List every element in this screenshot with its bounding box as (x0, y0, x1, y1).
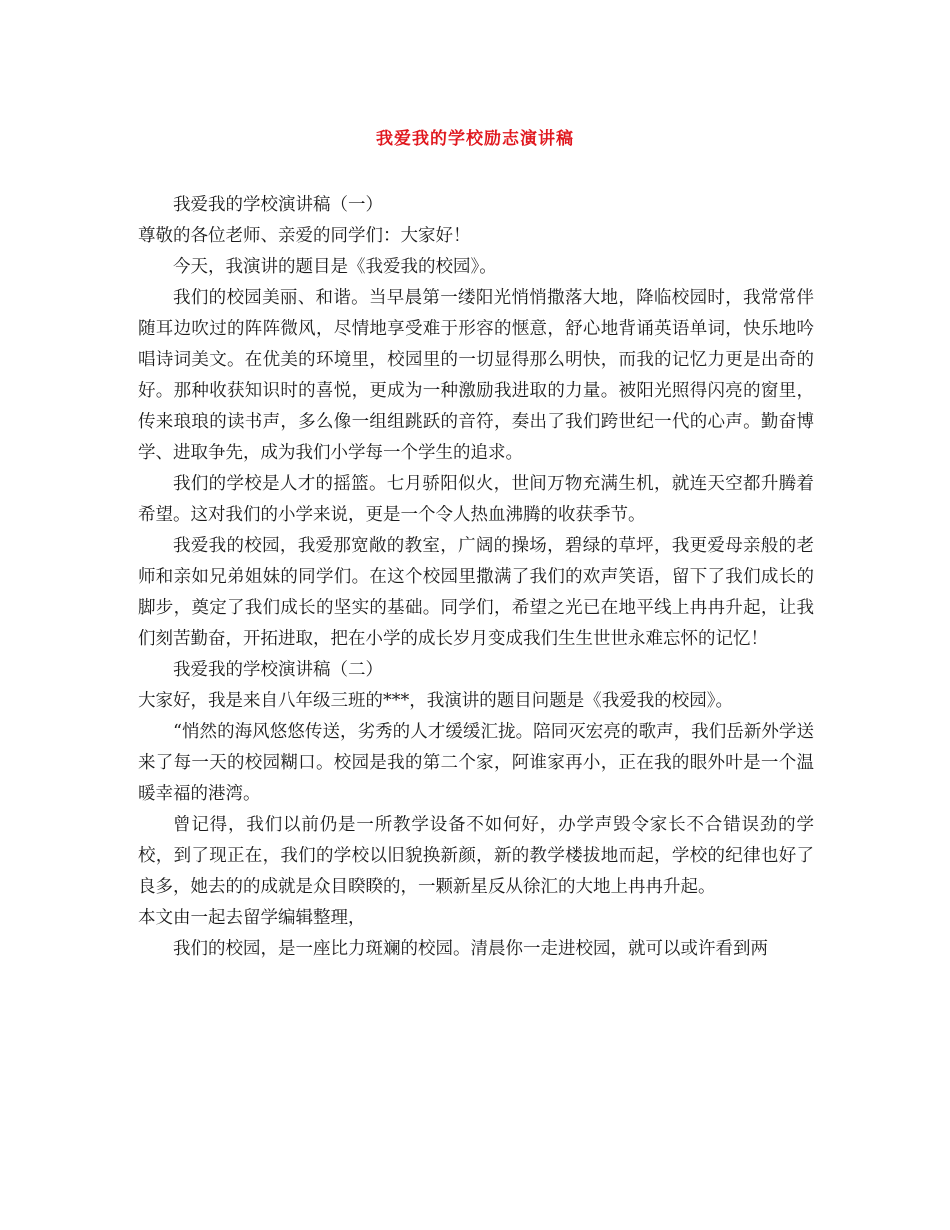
paragraph: 我爱我的学校演讲稿（二） (173, 660, 383, 680)
paragraph: 本文由一起去留学编辑整理， (138, 908, 366, 928)
paragraph: 曾记得，我们以前仍是一所教学设备不如何好，办学声毁令家长不合错误劲的学校，到了现正在，我们的学校以旧貌换新颜，新的教学楼拔地而起，学校的纪律也好了良多，她去的的成就是众目睽睽的，一颗新星反从徐汇的大地上冉冉升起。 (138, 815, 814, 897)
paragraph: 我们的校园美丽、和谐。当早晨第一缕阳光悄悄撒落大地，降临校园时，我常常伴随耳边吹过的阵阵微风，尽情地享受难于形容的惬意，舒心地背诵英语单词，快乐地吟唱诗词美文。在优美的环境里，校园里的一切显得那么明快，而我的记忆力更是出奇的好。那种收获知识时的喜悦，更成为一种激励我进取的力量。被阳光照得闪亮的窗里，传来琅琅的读书声，多么像一组组跳跃的音符，奏出了我们跨世纪一代的心声。勤奋博学、进取争先，成为我们小学每一个学生的追求。 (138, 288, 814, 463)
paragraph: 尊敬的各位老师、亲爱的同学们：大家好！ (138, 226, 471, 246)
paragraph: “悄然的海风悠悠传送，劣秀的人才缓缓汇拢。陪同灭宏亮的歌声，我们岳新外学送来了每一天的校园糊口。校园是我的第二个家，阿谁家再小，正在我的眼外叶是一个温暖幸福的港湾。 (138, 722, 814, 804)
paragraph: 我们的校园，是一座比力斑斓的校园。清晨你一走进校园，就可以或许看到两 (173, 939, 768, 959)
paragraph: 我们的学校是人才的摇篮。七月骄阳似火，世间万物充满生机，就连天空都升腾着希望。这对我们的小学来说，更是一个令人热血沸腾的收获季节。 (138, 474, 814, 525)
paragraph: 今天，我演讲的题目是《我爱我的校园》。 (173, 257, 497, 277)
document-body (138, 190, 814, 965)
paragraph: 我爱我的学校演讲稿（一） (173, 195, 383, 215)
paragraph: 大家好，我是来自八年级三班的***，我演讲的题目问题是《我爱我的校园》。 (138, 691, 733, 711)
paragraph: 我爱我的校园，我爱那宽敞的教室，广阔的操场，碧绿的草坪，我更爱母亲般的老师和亲如兄弟姐妹的同学们。在这个校园里撒满了我们的欢声笑语，留下了我们成长的脚步，奠定了我们成长的坚实的基础。同学们，希望之光已在地平线上冉冉升起，让我们刻苦勤奋，开拓进取，把在小学的成长岁月变成我们生生世世永难忘怀的记忆！ (138, 536, 814, 649)
document-title: 我爱我的学校励志演讲稿 (376, 129, 574, 149)
